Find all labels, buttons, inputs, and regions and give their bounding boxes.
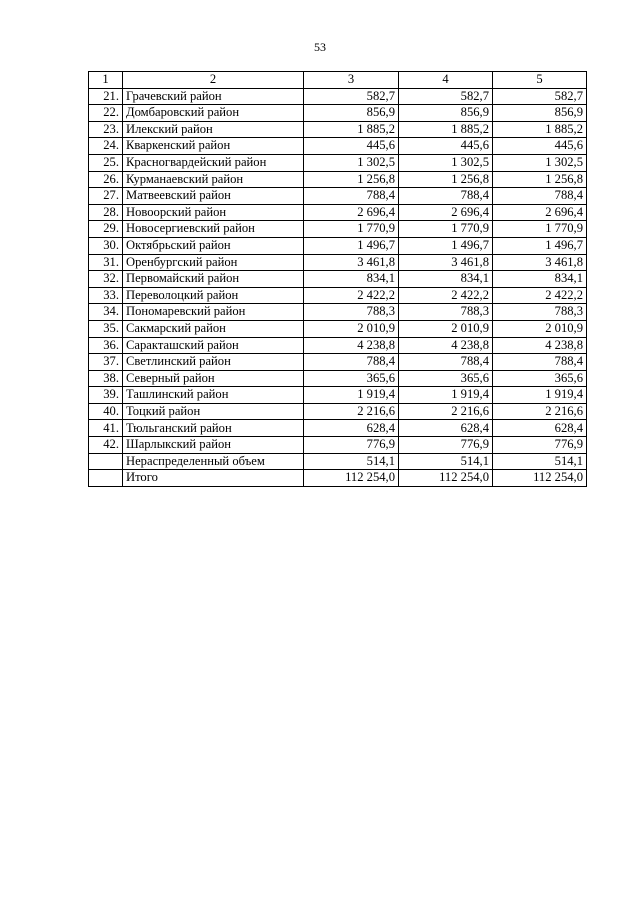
row-number-cell: 27.: [89, 188, 123, 205]
table-row: [89, 154, 587, 171]
value-col4-cell: 1 919,4: [399, 387, 493, 404]
district-name-cell: Шарлыкский район: [123, 437, 304, 454]
table-row: [89, 320, 587, 337]
value-col3-cell: 776,9: [304, 437, 399, 454]
value-col4-cell: 2 422,2: [399, 287, 493, 304]
value-col5-cell: 514,1: [493, 453, 587, 470]
value-col3-cell: 856,9: [304, 105, 399, 122]
value-col5-cell: 856,9: [493, 105, 587, 122]
table-row: [89, 204, 587, 221]
district-name-cell: Пономаревский район: [123, 304, 304, 321]
value-col3-cell: 1 919,4: [304, 387, 399, 404]
column-header-3: 3: [304, 72, 399, 89]
table-row: [89, 453, 587, 470]
value-col4-cell: 1 496,7: [399, 237, 493, 254]
value-col4-cell: 445,6: [399, 138, 493, 155]
value-col5-cell: 445,6: [493, 138, 587, 155]
table-row: [89, 337, 587, 354]
value-col3-cell: 4 238,8: [304, 337, 399, 354]
table-row: [89, 354, 587, 371]
table-row: [89, 237, 587, 254]
value-col4-cell: 2 010,9: [399, 320, 493, 337]
district-name-cell: Итого: [123, 470, 304, 487]
district-name-cell: Тюльганский район: [123, 420, 304, 437]
value-col4-cell: 582,7: [399, 88, 493, 105]
row-number-cell: [89, 470, 123, 487]
row-number-cell: 28.: [89, 204, 123, 221]
table-row: [89, 304, 587, 321]
table-row: [89, 221, 587, 238]
value-col5-cell: 2 696,4: [493, 204, 587, 221]
district-name-cell: Ташлинский район: [123, 387, 304, 404]
value-col3-cell: 445,6: [304, 138, 399, 155]
value-col4-cell: 112 254,0: [399, 470, 493, 487]
row-number-cell: 42.: [89, 437, 123, 454]
value-col3-cell: 788,4: [304, 354, 399, 371]
row-number-cell: 36.: [89, 337, 123, 354]
row-number-cell: 23.: [89, 121, 123, 138]
row-number-cell: 33.: [89, 287, 123, 304]
row-number-cell: 25.: [89, 154, 123, 171]
value-col3-cell: 834,1: [304, 271, 399, 288]
table-row: [89, 171, 587, 188]
district-name-cell: Светлинский район: [123, 354, 304, 371]
value-col5-cell: 1 496,7: [493, 237, 587, 254]
district-name-cell: Сакмарский район: [123, 320, 304, 337]
value-col5-cell: 112 254,0: [493, 470, 587, 487]
value-col5-cell: 834,1: [493, 271, 587, 288]
district-name-cell: Матвеевский район: [123, 188, 304, 205]
value-col4-cell: 2 216,6: [399, 403, 493, 420]
value-col4-cell: 788,3: [399, 304, 493, 321]
district-name-cell: Домбаровский район: [123, 105, 304, 122]
value-col4-cell: 856,9: [399, 105, 493, 122]
table-row: [89, 387, 587, 404]
page-number: 53: [314, 40, 326, 54]
value-col5-cell: 1 770,9: [493, 221, 587, 238]
value-col4-cell: 1 256,8: [399, 171, 493, 188]
value-col4-cell: 788,4: [399, 188, 493, 205]
table-row: [89, 420, 587, 437]
table-row: [89, 88, 587, 105]
value-col3-cell: 1 885,2: [304, 121, 399, 138]
value-col3-cell: 1 302,5: [304, 154, 399, 171]
value-col5-cell: 628,4: [493, 420, 587, 437]
value-col3-cell: 628,4: [304, 420, 399, 437]
district-name-cell: Октябрьский район: [123, 237, 304, 254]
value-col4-cell: 2 696,4: [399, 204, 493, 221]
district-name-cell: Нераспределенный объем: [123, 453, 304, 470]
row-number-cell: [89, 453, 123, 470]
value-col4-cell: 628,4: [399, 420, 493, 437]
row-number-cell: 34.: [89, 304, 123, 321]
table-row: [89, 254, 587, 271]
row-number-cell: 38.: [89, 370, 123, 387]
row-number-cell: 37.: [89, 354, 123, 371]
value-col5-cell: 4 238,8: [493, 337, 587, 354]
row-number-cell: 22.: [89, 105, 123, 122]
value-col4-cell: 1 302,5: [399, 154, 493, 171]
value-col5-cell: 788,3: [493, 304, 587, 321]
district-name-cell: Переволоцкий район: [123, 287, 304, 304]
value-col4-cell: 834,1: [399, 271, 493, 288]
row-number-cell: 24.: [89, 138, 123, 155]
value-col5-cell: 1 302,5: [493, 154, 587, 171]
value-col5-cell: 1 885,2: [493, 121, 587, 138]
row-number-cell: 29.: [89, 221, 123, 238]
value-col4-cell: 4 238,8: [399, 337, 493, 354]
value-col5-cell: 2 010,9: [493, 320, 587, 337]
value-col5-cell: 3 461,8: [493, 254, 587, 271]
row-number-cell: 40.: [89, 403, 123, 420]
value-col5-cell: 2 216,6: [493, 403, 587, 420]
district-name-cell: Курманаевский район: [123, 171, 304, 188]
value-col4-cell: 3 461,8: [399, 254, 493, 271]
value-col4-cell: 1 770,9: [399, 221, 493, 238]
row-number-cell: 21.: [89, 88, 123, 105]
row-number-cell: 30.: [89, 237, 123, 254]
district-name-cell: Грачевский район: [123, 88, 304, 105]
column-header-1: 1: [89, 72, 123, 89]
value-col3-cell: 582,7: [304, 88, 399, 105]
table-body: [89, 88, 587, 486]
row-number-cell: 26.: [89, 171, 123, 188]
value-col3-cell: 1 256,8: [304, 171, 399, 188]
row-number-cell: 41.: [89, 420, 123, 437]
value-col3-cell: 514,1: [304, 453, 399, 470]
table-row: [89, 271, 587, 288]
table-row: [89, 403, 587, 420]
table-row: [89, 287, 587, 304]
value-col3-cell: 2 422,2: [304, 287, 399, 304]
value-col4-cell: 1 885,2: [399, 121, 493, 138]
data-table: [88, 71, 587, 487]
value-col3-cell: 2 216,6: [304, 403, 399, 420]
district-name-cell: Тоцкий район: [123, 403, 304, 420]
value-col4-cell: 776,9: [399, 437, 493, 454]
value-col3-cell: 3 461,8: [304, 254, 399, 271]
value-col5-cell: 1 256,8: [493, 171, 587, 188]
district-name-cell: Северный район: [123, 370, 304, 387]
district-name-cell: Кваркенский район: [123, 138, 304, 155]
value-col5-cell: 582,7: [493, 88, 587, 105]
value-col4-cell: 514,1: [399, 453, 493, 470]
row-number-cell: 31.: [89, 254, 123, 271]
table-row: [89, 188, 587, 205]
district-name-cell: Илекский район: [123, 121, 304, 138]
value-col5-cell: 788,4: [493, 188, 587, 205]
district-name-cell: Новоорский район: [123, 204, 304, 221]
table-row: [89, 121, 587, 138]
value-col3-cell: 365,6: [304, 370, 399, 387]
table-row: [89, 105, 587, 122]
table-header-row: [89, 72, 587, 89]
value-col3-cell: 788,3: [304, 304, 399, 321]
value-col3-cell: 788,4: [304, 188, 399, 205]
value-col5-cell: 1 919,4: [493, 387, 587, 404]
row-number-cell: 39.: [89, 387, 123, 404]
row-number-cell: 32.: [89, 271, 123, 288]
district-name-cell: Оренбургский район: [123, 254, 304, 271]
column-header-5: 5: [493, 72, 587, 89]
table-row: [89, 370, 587, 387]
table-row: [89, 138, 587, 155]
value-col5-cell: 776,9: [493, 437, 587, 454]
row-number-cell: 35.: [89, 320, 123, 337]
table-row: [89, 437, 587, 454]
value-col4-cell: 788,4: [399, 354, 493, 371]
table-row: [89, 470, 587, 487]
value-col3-cell: 1 770,9: [304, 221, 399, 238]
value-col3-cell: 1 496,7: [304, 237, 399, 254]
value-col5-cell: 2 422,2: [493, 287, 587, 304]
district-name-cell: Новосергиевский район: [123, 221, 304, 238]
value-col3-cell: 112 254,0: [304, 470, 399, 487]
value-col5-cell: 788,4: [493, 354, 587, 371]
district-name-cell: Первомайский район: [123, 271, 304, 288]
district-name-cell: Саракташский район: [123, 337, 304, 354]
value-col4-cell: 365,6: [399, 370, 493, 387]
value-col5-cell: 365,6: [493, 370, 587, 387]
value-col3-cell: 2 696,4: [304, 204, 399, 221]
value-col3-cell: 2 010,9: [304, 320, 399, 337]
district-name-cell: Красногвардейский район: [123, 154, 304, 171]
column-header-2: 2: [123, 72, 304, 89]
column-header-4: 4: [399, 72, 493, 89]
